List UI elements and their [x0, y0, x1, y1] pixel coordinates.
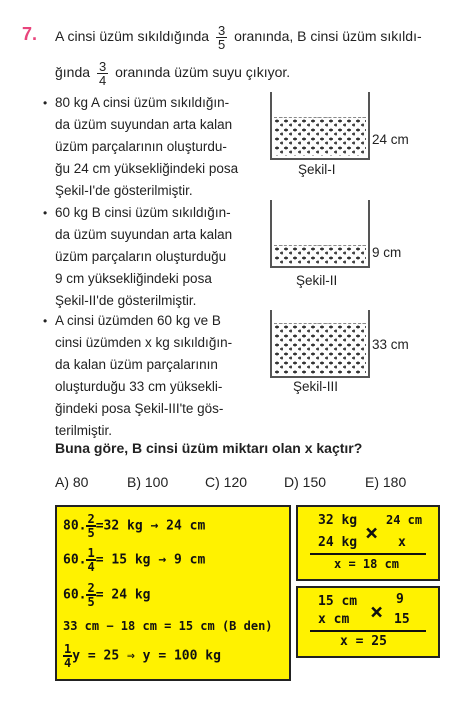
posa-fill-1: [274, 117, 366, 156]
posa-fill-3: [274, 323, 366, 374]
option-e[interactable]: E) 180: [365, 474, 407, 490]
bullet-line: üzüm parçalarının oluşturdu-: [55, 139, 227, 154]
option-a[interactable]: A) 80: [55, 474, 89, 490]
hw-top-c: 24 kg: [318, 535, 358, 550]
bullet-line: 9 cm yüksekliğindeki posa: [55, 271, 212, 286]
bullet-dot: •: [43, 96, 48, 110]
hw-bottom-b: 9: [396, 592, 404, 607]
hw-bottom-d: 15: [394, 612, 410, 627]
handwritten-proportion-top: [296, 505, 440, 581]
option-d[interactable]: D) 150: [284, 474, 327, 490]
question-stem-line1: [55, 24, 422, 51]
stem-text-1: A cinsi üzüm sıkıldığında: [55, 28, 210, 45]
bullet-line: ğindeki posa Şekil-III'te gös-: [55, 401, 224, 416]
height-label-3: 33 cm: [372, 337, 409, 352]
hw-top-result: x = 18 cm: [334, 557, 400, 571]
stem-text-4: oranında üzüm suyu çıkıyor.: [115, 64, 291, 81]
bullet-line: üzüm parçaların oluşturduğu: [55, 249, 227, 264]
question-stem-line2: [55, 60, 290, 87]
bullet-line: 60 kg B cinsi üzüm sıkıldığın-: [55, 205, 231, 220]
container-figure-1: [270, 92, 370, 160]
figure-caption-1: Şekil-I: [298, 162, 336, 177]
bullet-line: A cinsi üzümden 60 kg ve B: [55, 313, 221, 328]
height-label-2: 9 cm: [372, 245, 402, 260]
hw-bottom-a: 15 cm: [318, 594, 358, 609]
bullet-line: da üzüm suyundan arta kalan: [55, 117, 233, 132]
handwritten-solution-left: [55, 505, 291, 681]
hw-bottom-divider: [310, 630, 426, 632]
hw-top-divider: [310, 553, 426, 555]
stem-text-2: oranında, B cinsi üzüm sıkıldı-: [234, 28, 422, 45]
hw-top-d: x: [398, 535, 406, 550]
bullet-line: cinsi üzümden x kg sıkıldığın-: [55, 335, 233, 350]
hw-line-5: $\frac{1}{4}$ y = 25 ⇒ y = 100 kg: [64, 642, 221, 670]
figure-caption-3: Şekil-III: [293, 379, 339, 394]
hw-line-1: 80. $\frac{2}{5}$ =32 kg → 24 cm: [63, 512, 206, 540]
bullet-line: Şekil-II'de gösterilmiştir.: [55, 293, 197, 308]
hw-top-b: 24 cm: [386, 513, 423, 527]
hw-cross-icon: ×: [365, 521, 379, 546]
hw-line-3: 60. $\frac{2}{5}$ = 24 kg: [63, 581, 151, 609]
bullet-line: 80 kg A cinsi üzüm sıkıldığın-: [55, 95, 230, 110]
bullet-line: da kalan üzüm parçalarının: [55, 357, 218, 372]
bullet-line: ğu 24 cm yüksekliğindeki posa: [55, 161, 239, 176]
bullet-dot: •: [43, 314, 48, 328]
hw-top-a: 32 kg: [318, 513, 358, 528]
hw-bottom-c: x cm: [318, 612, 350, 627]
bullet-item-1: [43, 92, 260, 202]
option-b[interactable]: B) 100: [127, 474, 169, 490]
posa-fill-2: [274, 245, 366, 264]
bullet-line: oluşturduğu 33 cm yüksekli-: [55, 379, 223, 394]
fraction-b: $\frac{3}{4}$: [98, 59, 107, 88]
bullet-item-2: [43, 202, 260, 312]
bullet-line: terilmiştir.: [55, 423, 112, 438]
handwritten-proportion-bottom: [296, 586, 440, 658]
bullet-line: Şekil-I'de gösterilmiştir.: [55, 183, 193, 198]
figure-caption-2: Şekil-II: [296, 273, 338, 288]
question-number: 7.: [22, 24, 38, 44]
container-figure-2: [270, 200, 370, 268]
option-c[interactable]: C) 120: [205, 474, 248, 490]
hw-line-4: 33 cm − 18 cm = 15 cm (B den): [63, 619, 273, 633]
bullet-dot: •: [43, 206, 48, 220]
fraction-a: $\frac{3}{5}$: [217, 23, 226, 52]
stem-text-3: ğında: [55, 64, 91, 81]
bullet-item-3: [43, 310, 260, 442]
question-prompt: Buna göre, B cinsi üzüm miktarı olan x kaçtır?: [55, 440, 363, 456]
height-label-1: 24 cm: [372, 132, 409, 147]
container-figure-3: [270, 310, 370, 378]
bullet-line: da üzüm suyundan arta kalan: [55, 227, 233, 242]
hw-cross-icon: ×: [370, 600, 384, 625]
hw-line-2: 60. $\frac{1}{4}$ = 15 kg → 9 cm: [63, 546, 206, 574]
hw-bottom-result: x = 25: [340, 634, 387, 649]
